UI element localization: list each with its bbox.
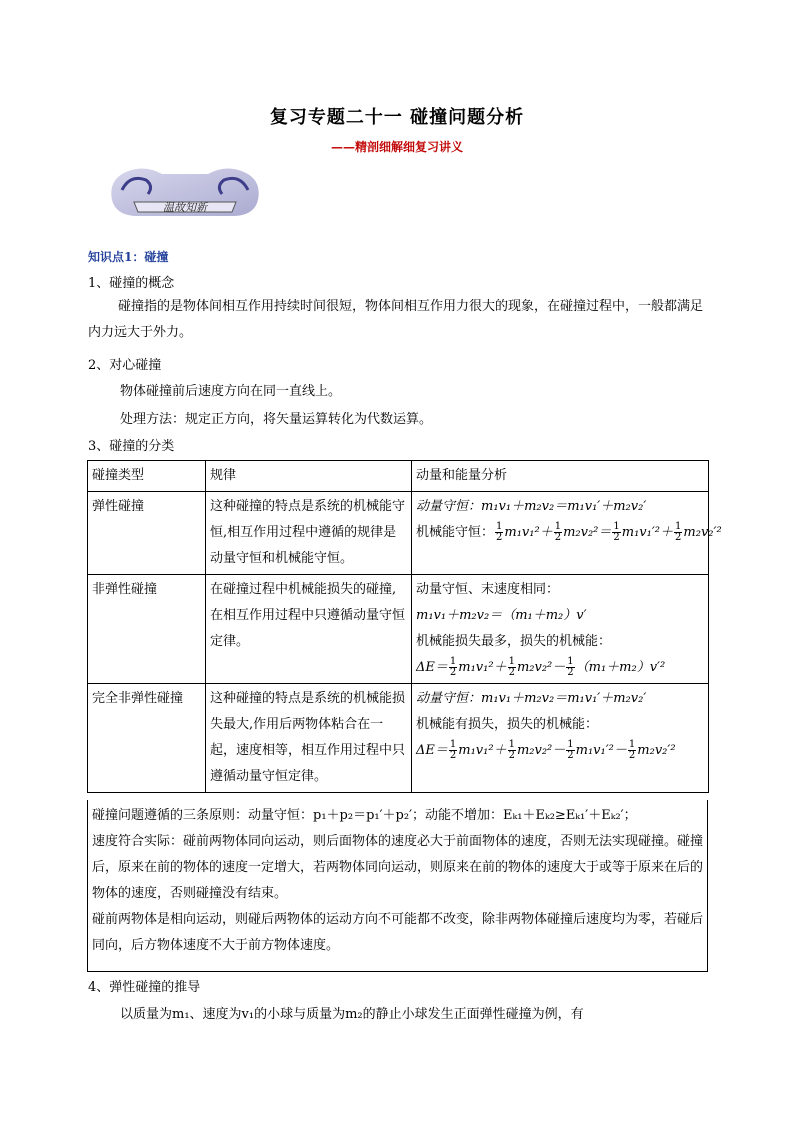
momentum-equation: 动量守恒：m₁v₁＋m₂v₂＝m₁v₁′＋m₂v₂′ — [416, 499, 647, 514]
collision-type: 非弹性碰撞 — [88, 575, 206, 684]
note-line: 碰撞问题遵循的三条原则：动量守恒：p₁＋p₂＝p₁′＋p₂′；动能不增加：Eₖ₁＋Eₖ₂≥Eₖ₁′＋Eₖ₂′； — [92, 808, 637, 823]
collision-principles-note — [87, 800, 708, 972]
section-4-text: 以质量为m₁、速度为v₁的小球与质量为m₂的静止小球发生正面弹性碰撞为例，有 — [120, 1007, 584, 1022]
section-2-line-1: 物体碰撞前后速度方向在同一直线上。 — [120, 384, 342, 399]
table-header: 碰撞类型 — [88, 461, 206, 492]
table-row — [88, 492, 709, 575]
collision-analysis — [412, 684, 709, 793]
momentum-equation: 动量守恒：m₁v₁＋m₂v₂＝m₁v₁′＋m₂v₂′ — [416, 691, 647, 706]
note-line: 碰前两物体是相向运动，则碰后两物体的运动方向不可能都不改变，除非两物体碰撞后速度均为零，若碰后同向，后方物体速度不大于前方物体速度。 — [92, 912, 704, 953]
analysis-line: 机械能有损失，损失的机械能： — [416, 717, 599, 732]
collision-analysis — [412, 575, 709, 684]
collision-rule: 在碰撞过程中机械能损失的碰撞,在相互作用过程中只遵循动量守恒定律。 — [206, 575, 412, 684]
table-row — [88, 575, 709, 684]
note-line: 速度符合实际：碰前两物体同向运动，则后面物体的速度必大于前面物体的速度，否则无法实现碰撞。碰撞后，原来在前的物体的速度一定增大，若两物体同向运动，则原来在前的物体的速度大于或等于原来在后的物体的速度，否则碰撞没有结束。 — [92, 834, 704, 901]
section-3-heading: 3、碰撞的分类 — [88, 439, 175, 454]
section-4-heading: 4、弹性碰撞的推导 — [88, 980, 201, 995]
section-1-heading: 1、碰撞的概念 — [88, 276, 175, 291]
page-subtitle: ——精剖细解细复习讲义 — [330, 140, 463, 154]
collision-table — [87, 460, 722, 793]
energy-equation: 机械能守恒： $\frac{1}{2}$ m₁v₁²＋ $\frac{1}{2}$ m₂v₂²＝ $\frac{1}{2}$ m₁v₁′²＋ $\frac{1}{2}$ m₂v₂′² — [416, 521, 722, 543]
momentum-equation: m₁v₁＋m₂v₂＝（m₁＋m₂）v′ — [416, 608, 587, 623]
collision-analysis — [412, 492, 722, 575]
section-2-heading: 2、对心碰撞 — [88, 358, 162, 373]
section-2-line-2: 处理方法：规定正方向，将矢量运算转化为代数运算。 — [120, 412, 433, 427]
knowledge-point-heading: 知识点1：碰撞 — [88, 250, 169, 264]
banner-logo — [104, 160, 266, 222]
collision-type: 弹性碰撞 — [88, 492, 206, 575]
table-row — [88, 684, 709, 793]
table-header-row — [88, 461, 709, 492]
table-header: 规律 — [206, 461, 412, 492]
collision-type: 完全非弹性碰撞 — [88, 684, 206, 793]
energy-loss-equation: ΔE＝ $\frac{1}{2}$ m₁v₁²＋ $\frac{1}{2}$ m₂v₂²－ $\frac{1}{2}$ m₁v₁′²－ $\frac{1}{2}$ m₂v₂′² — [416, 739, 676, 761]
collision-rule: 这种碰撞的特点是系统的机械能损失最大,作用后两物体粘合在一起，速度相等，相互作用过程中只遵循动量守恒定律。 — [206, 684, 412, 793]
analysis-line: 机械能损失最多，损失的机械能： — [416, 634, 612, 649]
banner-text: 温故知新 — [163, 201, 207, 214]
analysis-line: 动量守恒、末速度相同： — [416, 582, 560, 597]
section-1-text: 碰撞指的是物体间相互作用持续时间很短，物体间相互作用力很大的现象，在碰撞过程中，一般都满足内力远大于外力。 — [88, 299, 704, 340]
energy-loss-equation: ΔE＝ $\frac{1}{2}$ m₁v₁²＋ $\frac{1}{2}$ m₂v₂²－ $\frac{1}{2}$ （m₁＋m₂）v′² — [416, 656, 666, 678]
page-title: 复习专题二十一 碰撞问题分析 — [269, 107, 525, 128]
collision-rule: 这种碰撞的特点是系统的机械能守恒,相互作用过程中遵循的规律是动量守恒和机械能守恒。 — [206, 492, 412, 575]
table-header: 动量和能量分析 — [412, 461, 709, 492]
